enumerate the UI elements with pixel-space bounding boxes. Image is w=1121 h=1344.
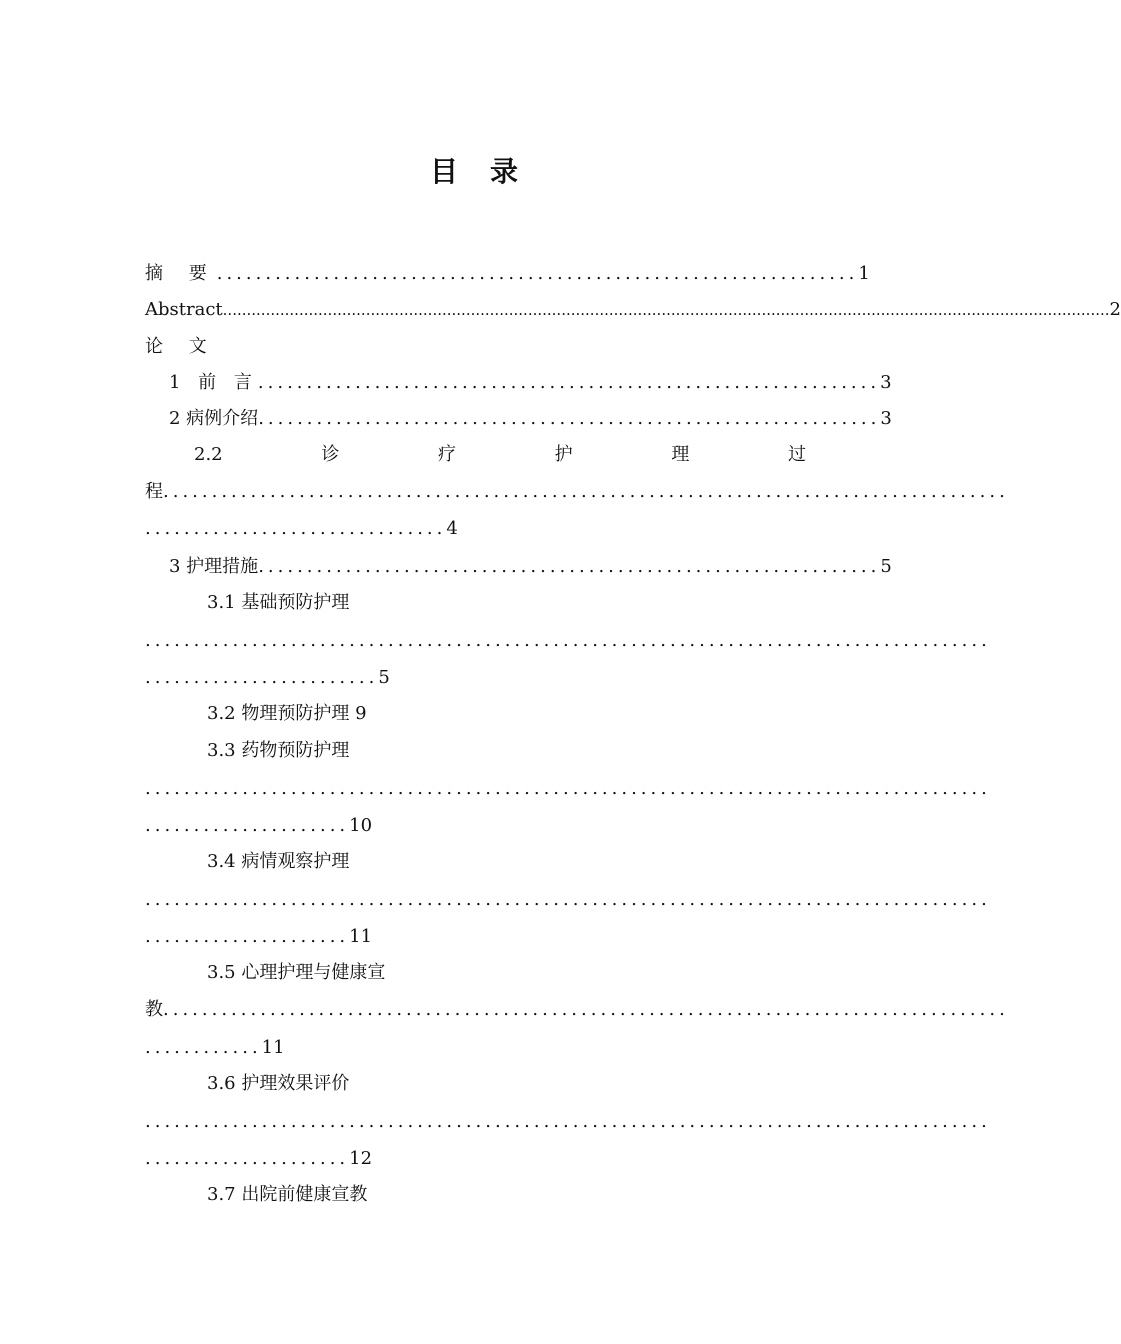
toc-page-number: 5 <box>880 556 892 577</box>
toc-label: 3.3 药物预防护理 <box>207 740 350 761</box>
toc-entry-continuation <box>145 515 806 543</box>
toc-entry-section-3[interactable] <box>145 553 892 581</box>
toc-entry-continuation <box>145 996 1009 1024</box>
toc-leader: ................................................................ <box>258 408 881 429</box>
toc-label: 3.4 病情观察护理 <box>207 851 350 872</box>
toc-page-number: 12 <box>349 1148 373 1169</box>
toc-entry-section-3-4[interactable] <box>145 848 806 876</box>
toc-leader: ..................... <box>145 1148 350 1169</box>
toc-entry-continuation <box>145 923 806 951</box>
toc-entry-section-1[interactable] <box>145 369 892 397</box>
toc-entry-section-2[interactable] <box>145 405 892 433</box>
toc-entry-paper[interactable] <box>145 333 806 361</box>
toc-leader: ................................................................ <box>258 556 881 577</box>
toc-label-part: 过 <box>788 444 806 465</box>
toc-leader: ................................................................ <box>257 372 881 393</box>
toc-label-part: 护 <box>554 444 573 465</box>
toc-page-number: 10 <box>349 815 373 836</box>
toc-label: 摘 要 <box>145 263 217 284</box>
toc-label: 3.1 基础预防护理 <box>207 592 350 613</box>
toc-label: Abstract <box>145 299 223 320</box>
toc-leader: ....................................................................................... <box>145 889 991 910</box>
toc-entry-continuation <box>145 627 991 655</box>
toc-leader: ....................................................................................... <box>145 778 991 799</box>
page-title: 目 录 <box>429 155 520 188</box>
toc-page-number: 11 <box>349 926 373 947</box>
toc-label: 2 病例介绍 <box>169 408 259 429</box>
toc-entry-continuation <box>145 664 806 692</box>
toc-leader: ....................................................................................... <box>145 630 991 651</box>
toc-entry-continuation <box>145 1108 991 1136</box>
toc-leader: ....................................................................................... <box>145 1111 991 1132</box>
toc-page-number: 4 <box>446 518 458 539</box>
toc-label-cont: 程 <box>145 481 163 502</box>
toc-label: 3 护理措施 <box>169 556 259 577</box>
toc-entry-continuation <box>145 1034 806 1062</box>
toc-entry-section-3-3[interactable] <box>145 737 806 765</box>
toc-entry-section-3-5[interactable] <box>145 959 806 987</box>
toc-label: 论 文 <box>145 336 217 357</box>
toc-leader: ....................................................................................... <box>163 999 1009 1020</box>
toc-entry-abstract-cn[interactable] <box>145 260 870 288</box>
toc-label: 3.5 心理护理与健康宣 <box>207 962 386 983</box>
toc-leader: ..................... <box>145 926 350 947</box>
toc-page-number: 1 <box>858 263 870 284</box>
toc-entry-continuation <box>145 1145 806 1173</box>
toc-leader: ....................................................................................... <box>163 481 1009 502</box>
toc-entry-section-2-2[interactable] <box>145 441 806 469</box>
toc-page-number: 5 <box>378 667 390 688</box>
toc-page-number: 2 <box>1109 299 1121 320</box>
toc-label: 3.2 物理预防护理 9 <box>207 703 367 724</box>
toc-label-part: 2.2 <box>194 444 223 465</box>
toc-entry-abstract-en[interactable] <box>145 296 1121 324</box>
toc-entry-section-3-2[interactable] <box>145 700 806 728</box>
toc-label-part: 诊 <box>321 444 340 465</box>
toc-entry-continuation <box>145 886 991 914</box>
toc-label: 3.6 护理效果评价 <box>207 1073 350 1094</box>
toc-label: 3.7 出院前健康宣教 <box>207 1184 368 1205</box>
toc-leader: ........................ <box>145 667 379 688</box>
toc-label-cont: 教 <box>145 999 163 1020</box>
toc-entry-continuation <box>145 812 806 840</box>
toc-label-part: 疗 <box>437 444 456 465</box>
toc-entry-section-3-6[interactable] <box>145 1070 806 1098</box>
toc-entry-continuation <box>145 478 1009 506</box>
toc-label-part: 理 <box>671 444 690 465</box>
toc-label: 1 前 言 <box>169 372 258 393</box>
toc-leader: .......................................................................................................................................................................................... <box>222 301 1110 319</box>
toc-entry-continuation <box>145 775 991 803</box>
toc-leader: ............................... <box>145 518 447 539</box>
toc-leader: ..................... <box>145 815 350 836</box>
toc-page-number: 3 <box>880 408 892 429</box>
toc-page-number: 11 <box>261 1037 285 1058</box>
toc-entry-section-3-7[interactable] <box>145 1181 806 1209</box>
toc-leader: .................................................................. <box>216 263 859 284</box>
toc-leader: ............ <box>145 1037 262 1058</box>
toc-page-number: 3 <box>880 372 892 393</box>
toc-entry-section-3-1[interactable] <box>145 589 806 617</box>
